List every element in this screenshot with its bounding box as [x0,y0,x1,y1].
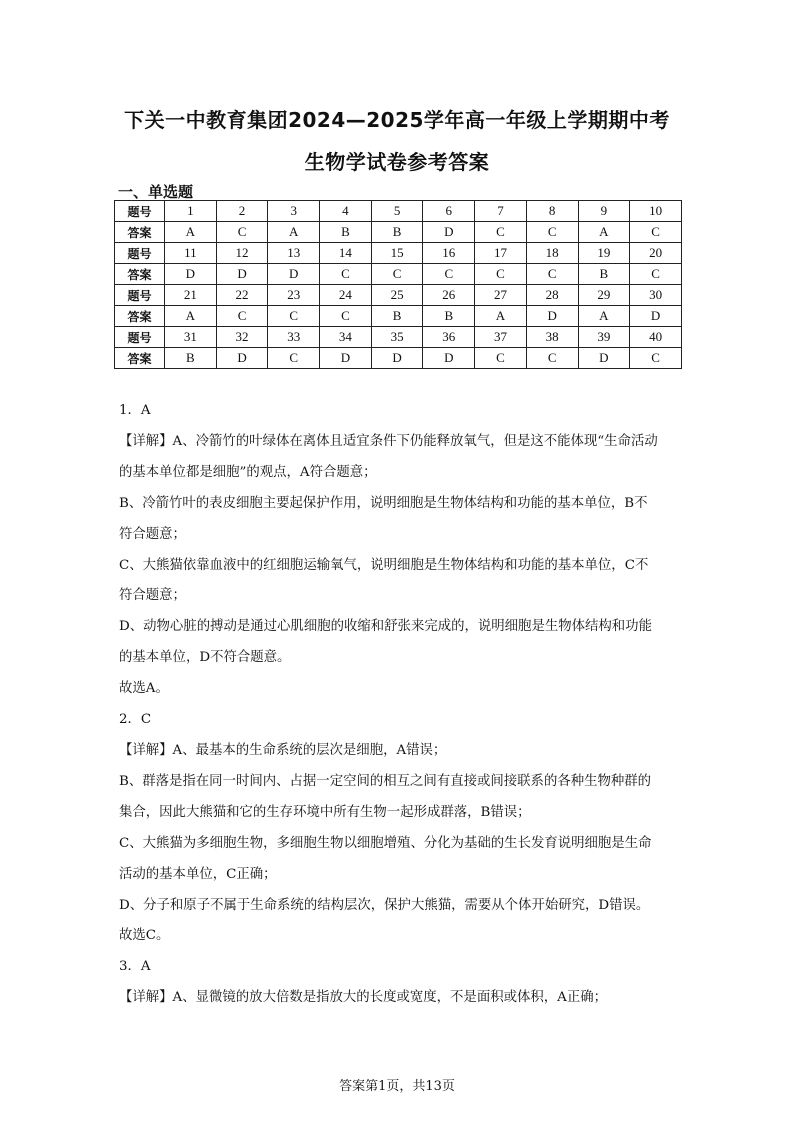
answer-cell: C [630,348,682,369]
question-number-cell: 19 [578,243,630,264]
answer-cell: C [320,264,372,285]
answer-cell: B [371,306,423,327]
question-number-cell: 20 [630,243,682,264]
question-number-cell: 22 [216,285,268,306]
answer-cell: D [578,348,630,369]
content-line: 集合，因此大熊猫和它的生存环境中所有生物一起形成群落，B错误； [119,804,531,820]
answer-cell: A [165,306,217,327]
question-number-cell: 25 [371,285,423,306]
question-number-cell: 37 [475,327,527,348]
page-title: 下关一中教育集团2024—2025学年高一年级上学期期中考 [124,108,670,132]
table-row-answers [115,222,682,243]
question-number-cell: 32 [216,327,268,348]
question-number-cell: 35 [371,327,423,348]
content-line: 活动的基本单位，C正确； [119,866,277,882]
content-line: 故选A。 [119,681,169,697]
answer-table [114,200,682,369]
row-label-answer: 答案 [115,306,165,327]
content-line: C、大熊猫依靠血液中的红细胞运输氧气，说明细胞是生物体结构和功能的基本单位，C不 [119,557,649,573]
row-label-answer: 答案 [115,264,165,285]
content-line: 的基本单位都是细胞”的观点，A符合题意； [119,464,377,480]
question-number-cell: 39 [578,327,630,348]
question-number-cell: 31 [165,327,217,348]
question-number-cell: 40 [630,327,682,348]
content-line: 故选C。 [119,928,170,944]
content-line: 【详解】A、显微镜的放大倍数是指放大的长度或宽度，不是面积或体积，A正确； [119,990,608,1006]
question-number-cell: 10 [630,201,682,222]
answer-cell: C [526,348,578,369]
row-label-question: 题号 [115,285,165,306]
row-label-question: 题号 [115,201,165,222]
question-number-cell: 16 [423,243,475,264]
question-number-cell: 36 [423,327,475,348]
question-number-cell: 5 [371,201,423,222]
answer-cell: C [526,222,578,243]
answer-cell: C [475,348,527,369]
question-number-cell: 4 [320,201,372,222]
answer-cell: D [320,348,372,369]
content-line: 3．A [119,959,151,975]
answer-cell: C [268,306,320,327]
table-row-answers [115,306,682,327]
content-line: B、群落是指在同一时间内、占据一定空间的相互之间有直接或间接联系的各种生物种群的 [119,773,652,789]
answer-cell: A [578,306,630,327]
question-number-cell: 30 [630,285,682,306]
table-row-question-numbers [115,201,682,222]
question-number-cell: 26 [423,285,475,306]
table-row-question-numbers [115,327,682,348]
question-number-cell: 17 [475,243,527,264]
table-row-answers [115,348,682,369]
explanation-content [119,396,679,1014]
question-number-cell: 21 [165,285,217,306]
answer-cell: D [630,306,682,327]
page-subtitle: 生物学试卷参考答案 [304,150,490,174]
question-number-cell: 27 [475,285,527,306]
answer-cell: C [630,222,682,243]
table-row-answers [115,264,682,285]
answer-cell: D [423,222,475,243]
row-label-answer: 答案 [115,222,165,243]
content-line: 【详解】A、最基本的生命系统的层次是细胞，A错误； [119,742,447,758]
table-row-question-numbers [115,285,682,306]
content-line: 1．A [119,403,151,418]
answer-cell: D [268,264,320,285]
answer-cell: A [578,222,630,243]
question-number-cell: 2 [216,201,268,222]
question-number-cell: 28 [526,285,578,306]
question-number-cell: 12 [216,243,268,264]
question-number-cell: 24 [320,285,372,306]
answer-cell: C [268,348,320,369]
row-label-answer: 答案 [115,348,165,369]
table-row-question-numbers [115,243,682,264]
question-number-cell: 23 [268,285,320,306]
question-number-cell: 33 [268,327,320,348]
content-line: D、分子和原子不属于生命系统的结构层次，保护大熊猫，需要从个体开始研究，D错误。 [119,897,650,913]
question-number-cell: 13 [268,243,320,264]
question-number-cell: 8 [526,201,578,222]
content-line: D、动物心脏的搏动是通过心肌细胞的收缩和舒张来完成的，说明细胞是生物体结构和功能 [119,619,652,635]
answer-table-body [115,201,682,369]
row-label-question: 题号 [115,243,165,264]
answer-cell: C [371,264,423,285]
answer-cell: D [216,264,268,285]
answer-cell: B [371,222,423,243]
question-number-cell: 7 [475,201,527,222]
answer-cell: C [475,222,527,243]
answer-cell: D [371,348,423,369]
answer-cell: C [216,306,268,327]
question-number-cell: 9 [578,201,630,222]
question-number-cell: 34 [320,327,372,348]
answer-cell: B [320,222,372,243]
content-line: 符合题意； [119,588,186,604]
answer-cell: A [475,306,527,327]
content-line: 2．C [119,712,152,728]
answer-cell: B [578,264,630,285]
question-number-cell: 11 [165,243,217,264]
answer-cell: C [216,222,268,243]
answer-cell: C [423,264,475,285]
question-number-cell: 15 [371,243,423,264]
answer-cell: C [320,306,372,327]
question-number-cell: 3 [268,201,320,222]
answer-cell: A [268,222,320,243]
content-line: 【详解】A、冷箭竹的叶绿体在离体且适宜条件下仍能释放氧气，但是这不能体现“生命活动 [119,433,658,449]
content-line: 的基本单位，D不符合题意。 [119,650,291,666]
answer-cell: B [423,306,475,327]
content-line: C、大熊猫为多细胞生物，多细胞生物以细胞增殖、分化为基础的生长发育说明细胞是生命 [119,835,652,851]
page-footer: 答案第1页，共13页 [339,1079,455,1094]
answer-cell: D [526,306,578,327]
row-label-question: 题号 [115,327,165,348]
answer-cell: A [165,222,217,243]
answer-cell: C [630,264,682,285]
question-number-cell: 29 [578,285,630,306]
section-heading: 一、单选题 [118,183,194,201]
content-line: B、冷箭竹叶的表皮细胞主要起保护作用，说明细胞是生物体结构和功能的基本单位，B不 [119,495,648,511]
answer-cell: D [216,348,268,369]
answer-cell: C [526,264,578,285]
question-number-cell: 1 [165,201,217,222]
answer-cell: B [165,348,217,369]
content-line: 符合题意； [119,526,186,542]
question-number-cell: 38 [526,327,578,348]
question-number-cell: 14 [320,243,372,264]
answer-cell: C [475,264,527,285]
answer-cell: D [423,348,475,369]
question-number-cell: 6 [423,201,475,222]
answer-cell: D [165,264,217,285]
question-number-cell: 18 [526,243,578,264]
